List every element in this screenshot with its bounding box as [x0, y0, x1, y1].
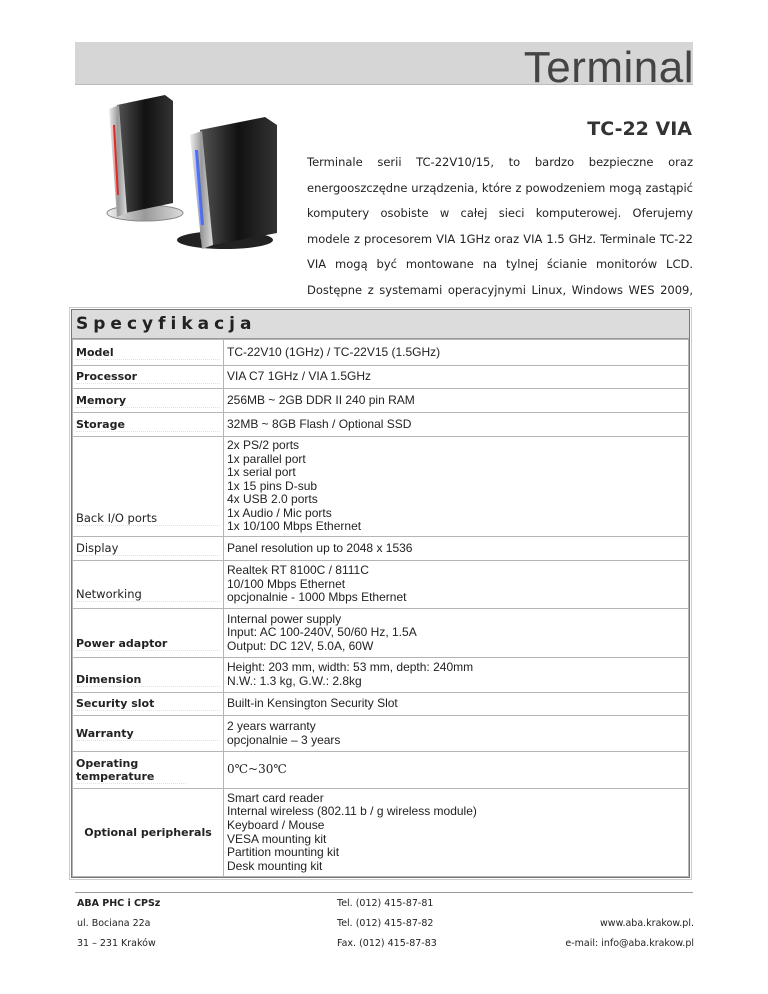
- model-title: TC-22 VIA: [587, 118, 692, 140]
- footer-tel2: Tel. (012) 415-87-82: [337, 918, 434, 929]
- spec-key: Memory: [73, 389, 224, 413]
- spec-key: Storage: [73, 413, 224, 437]
- table-row: [73, 609, 689, 658]
- spec-heading: Specyfikacja: [72, 310, 689, 339]
- table-row: [73, 537, 689, 561]
- table-row: [73, 437, 689, 537]
- spec-value: 2x PS/2 ports 1x parallel port 1x serial port 1x 15 pins D-sub 4x USB 2.0 ports 1x Audio / Mic ports 1x 10/100 Mbps Ethernet: [224, 437, 689, 537]
- table-row: [73, 693, 689, 716]
- spec-value: 2 years warranty opcjonalnie – 3 years: [224, 716, 689, 752]
- spec-value: TC-22V10 (1GHz) / TC-22V15 (1.5GHz): [224, 340, 689, 366]
- spec-key: Security slot: [73, 693, 224, 716]
- spec-value: 256MB ~ 2GB DDR II 240 pin RAM: [224, 389, 689, 413]
- table-row: [73, 716, 689, 752]
- table-row: [73, 340, 689, 366]
- footer-divider: [75, 892, 693, 893]
- spec-key: Operating temperature: [73, 752, 224, 789]
- spec-value: Height: 203 mm, width: 53 mm, depth: 240mm N.W.: 1.3 kg, G.W.: 2.8kg: [224, 658, 689, 693]
- footer-tel1: Tel. (012) 415-87-81: [337, 898, 434, 909]
- footer-website-link[interactable]: www.aba.krakow.pl.: [600, 918, 694, 929]
- spec-key: Warranty: [73, 716, 224, 752]
- table-row: [73, 789, 689, 877]
- table-row: [73, 366, 689, 389]
- footer-fax: Fax. (012) 415-87-83: [337, 938, 437, 949]
- footer-street: ul. Bociana 22a: [77, 918, 151, 929]
- spec-key: Back I/O ports: [73, 437, 224, 537]
- terminal-product-photo: [95, 95, 295, 255]
- table-row: [73, 658, 689, 693]
- spec-key: Optional peripherals: [73, 789, 224, 877]
- table-row: [73, 413, 689, 437]
- footer-company: ABA PHC i CPSz: [77, 898, 161, 909]
- spec-value: VIA C7 1GHz / VIA 1.5GHz: [224, 366, 689, 389]
- footer-email-link[interactable]: e-mail: info@aba.krakow.pl: [565, 938, 694, 949]
- spec-value: 0℃~30℃: [224, 752, 689, 789]
- page-title: Terminal: [523, 43, 694, 92]
- spec-key: Processor: [73, 366, 224, 389]
- spec-value: Panel resolution up to 2048 x 1536: [224, 537, 689, 561]
- table-row: [73, 752, 689, 789]
- footer-city: 31 – 231 Kraków: [77, 938, 156, 949]
- spec-key: Networking: [73, 561, 224, 609]
- spec-value: Realtek RT 8100C / 8111C 10/100 Mbps Ethernet opcjonalnie - 1000 Mbps Ethernet: [224, 561, 689, 609]
- spec-key: Display: [73, 537, 224, 561]
- spec-value: Built-in Kensington Security Slot: [224, 693, 689, 716]
- spec-key: Power adaptor: [73, 609, 224, 658]
- spec-key: Dimension: [73, 658, 224, 693]
- spec-key: Model: [73, 340, 224, 366]
- spec-table: [71, 309, 690, 878]
- intro-paragraph: Terminale serii TC-22V10/15, to bardzo bezpieczne oraz energooszczędne urządzenia, które z powodzeniem mogą zastąpić komputery osobiste w całej sieci komputerowej. Oferujemy modele z procesorem VIA 1GHz oraz VIA 1.5 GHz. Terminale TC-22 VIA mogą być montowane na tylnej ścianie monitorów LCD. Dostępne z systemami operacyjnymi Linux, Windows WES 2009,: [307, 155, 693, 297]
- spec-value: 32MB ~ 8GB Flash / Optional SSD: [224, 413, 689, 437]
- table-row: [73, 561, 689, 609]
- spec-value: Smart card reader Internal wireless (802.11 b / g wireless module) Keyboard / Mouse VESA mounting kit Partition mounting kit Desk mounting kit: [224, 789, 689, 877]
- spec-value: Internal power supply Input: AC 100-240V, 50/60 Hz, 1.5A Output: DC 12V, 5.0A, 60W: [224, 609, 689, 658]
- table-row: [73, 389, 689, 413]
